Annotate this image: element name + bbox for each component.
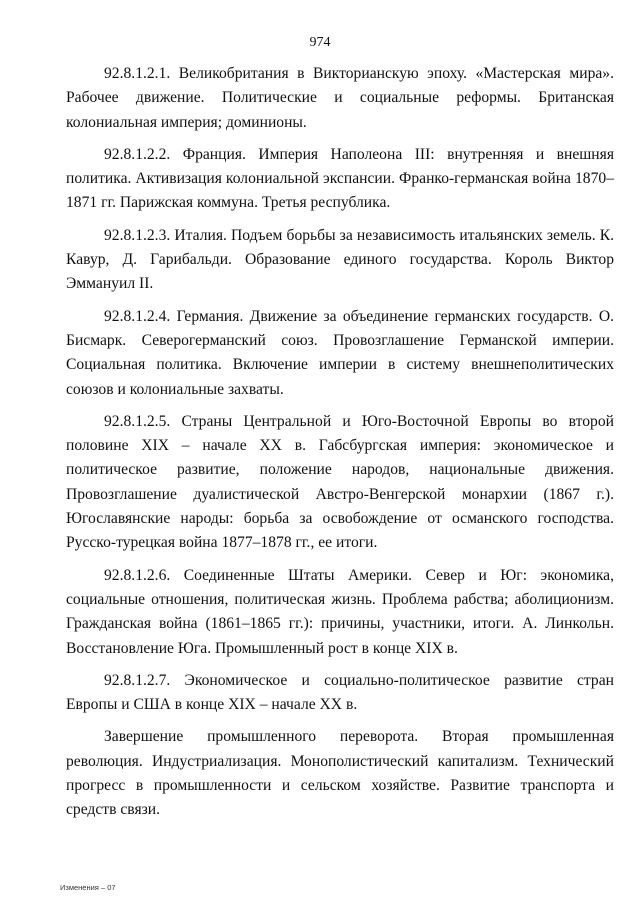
paragraph-92-8-1-2-3: 92.8.1.2.3. Италия. Подъем борьбы за независимость итальянских земель. К. Кавур, Д. Гарибальди. Образование единого государства. Король Виктор Эммануил II. [66, 226, 614, 293]
paragraph-92-8-1-2-6: 92.8.1.2.6. Соединенные Штаты Америки. Север и Юг: экономика, социальные отношения, политическая жизнь. Проблема рабства; аболиционизм. Гражданская война (1861–1865 гг.): причины, участники, итоги. А. Линкольн. Восстановление Юга. Промышленный рост в конце XIX в. [66, 566, 614, 657]
paragraph-industrialization: Завершение промышленного переворота. Вторая промышленная революция. Индустриализация. Монополистический капитализм. Технический прогресс в промышленности и сельском хозяйстве. Развитие транспорта и средств связи. [66, 728, 614, 819]
paragraph-92-8-1-2-2: 92.8.1.2.2. Франция. Империя Наполеона III: внутренняя и внешняя политика. Активизация колониальной экспансии. Франко-германская война 1870–1871 гг. Парижская коммуна. Третья республика. [66, 145, 614, 212]
page-number: 974 [309, 35, 331, 50]
page-content [66, 62, 614, 831]
footer-revision-note: Изменения – 07 [60, 883, 116, 892]
paragraph-92-8-1-2-7: 92.8.1.2.7. Экономическое и социально-политическое развитие стран Европы и США в конце XIX – начале XX в. [66, 671, 614, 714]
paragraph-92-8-1-2-1: 92.8.1.2.1. Великобритания в Викторианскую эпоху. «Мастерская мира». Рабочее движение. Политические и социальные реформы. Британская колониальная империя; доминионы. [66, 65, 614, 131]
paragraph-92-8-1-2-4: 92.8.1.2.4. Германия. Движение за объединение германских государств. О. Бисмарк. Северогерманский союз. Провозглашение Германской империи. Социальная политика. Включение империи в систему внешнеполитических союзов и колониальные захваты. [66, 307, 614, 398]
paragraph-92-8-1-2-5: 92.8.1.2.5. Страны Центральной и Юго-Восточной Европы во второй половине XIX – начале XX в. Габсбургская империя: экономическое и политическое развитие, положение народов, национальные движения. Провозглашение дуалистической Австро-Венгерской монархии (1867 г.). Югославянские народы: борьба за освобождение от османского господства. Русско-турецкая война 1877–1878 гг., ее итоги. [66, 412, 614, 552]
